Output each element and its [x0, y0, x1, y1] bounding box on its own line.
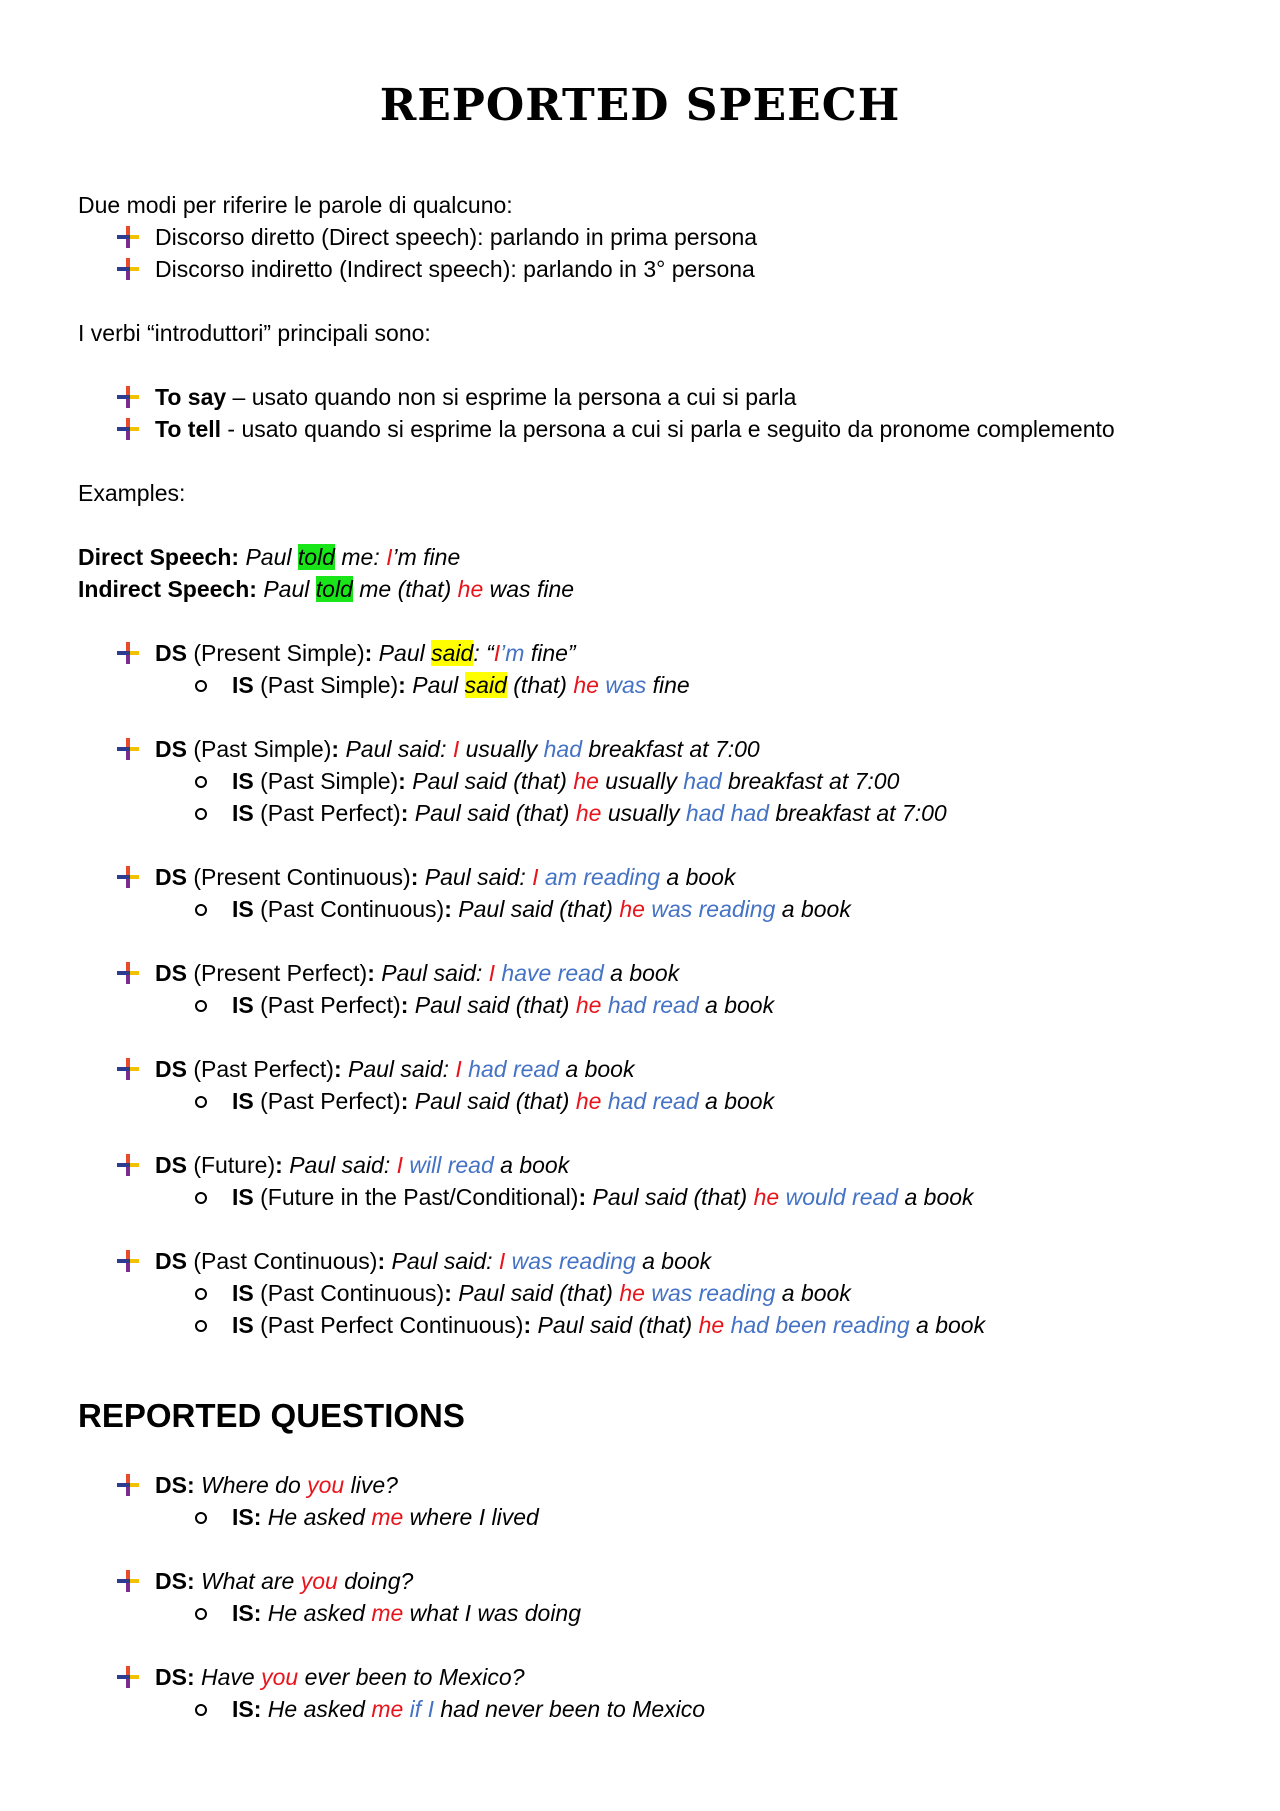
tense: (Past Continuous) [253, 1280, 445, 1306]
colon: : [275, 1152, 283, 1178]
text: Have [194, 1664, 262, 1690]
intro-item: Discorso diretto (Direct speech): parlando in prima persona [155, 224, 758, 250]
is-line [232, 990, 774, 1020]
circle-bullet-icon [195, 1512, 207, 1524]
text: what I was doing [403, 1600, 582, 1626]
pronoun: I [532, 864, 539, 890]
is-tag: IS [232, 800, 254, 826]
is-line [232, 894, 851, 924]
colon: : [400, 800, 409, 826]
is-line [232, 766, 899, 796]
text: Paul [239, 544, 298, 570]
intro-lead: Due modi per riferire le parole di qualcuno: [78, 192, 513, 218]
tense: (Past Continuous) [253, 896, 445, 922]
ds-line [155, 1054, 634, 1084]
ds-line [155, 638, 576, 668]
pronoun: he [575, 1088, 602, 1114]
pronoun: he [698, 1312, 725, 1338]
text: where I lived [403, 1504, 539, 1530]
label: Indirect Speech: [78, 576, 257, 602]
text: Paul said (that) [586, 1184, 754, 1210]
circle-bullet-icon [195, 1320, 207, 1332]
colon: : [331, 736, 340, 762]
ds-question [155, 1566, 413, 1596]
highlight-verb: told [315, 576, 353, 602]
ds-tag: DS [155, 1248, 187, 1274]
text: Paul said: [282, 1152, 397, 1178]
colon: : [364, 640, 373, 666]
is-line [232, 798, 947, 828]
pronoun: he [619, 1280, 645, 1306]
verb: had had [685, 800, 769, 826]
circle-bullet-icon [195, 1608, 207, 1620]
text: usually [459, 736, 544, 762]
examples-label: Examples: [78, 480, 186, 506]
conjunction: if I [403, 1696, 434, 1722]
text: : “ [473, 640, 494, 666]
is-question [232, 1694, 705, 1724]
bullet-icon [117, 642, 139, 664]
tense: (Past Perfect) [186, 1056, 334, 1082]
circle-bullet-icon [195, 680, 207, 692]
pronoun: I [396, 1152, 403, 1178]
pronoun: you [300, 1568, 338, 1594]
pronoun: he [753, 1184, 780, 1210]
verb-term: To tell [155, 416, 222, 442]
circle-bullet-icon [195, 1288, 207, 1300]
colon: : [333, 1056, 342, 1082]
tense: (Past Perfect) [253, 992, 401, 1018]
verb: have read [495, 960, 604, 986]
text: Paul said (that) [531, 1312, 699, 1338]
ds-line [155, 734, 760, 764]
is-tag: IS [232, 896, 254, 922]
verb-term: To say [155, 384, 227, 410]
ds-question [155, 1662, 525, 1692]
is-tag: IS [232, 992, 254, 1018]
bullet-icon [117, 1666, 139, 1688]
text: He asked [261, 1696, 372, 1722]
verb: had read [601, 1088, 699, 1114]
pronoun: he [575, 800, 602, 826]
bullet-icon [117, 1058, 139, 1080]
text: Paul said: [374, 960, 489, 986]
is-question [232, 1502, 539, 1532]
pronoun: I [452, 736, 460, 762]
text: Paul said: [385, 1248, 499, 1274]
highlight-verb: said [431, 640, 474, 666]
text: Paul said (that) [405, 768, 574, 794]
text: usually [601, 800, 686, 826]
is-question [232, 1598, 581, 1628]
circle-bullet-icon [195, 776, 207, 788]
ds-tag: DS [155, 736, 187, 762]
pronoun: he [457, 576, 484, 602]
text: me: [334, 544, 387, 570]
text: live? [344, 1472, 398, 1498]
text: Paul said: [341, 1056, 456, 1082]
circle-bullet-icon [195, 904, 207, 916]
verb: ’m [500, 640, 525, 666]
text: Paul said (that) [451, 1280, 620, 1306]
verb: had been reading [724, 1312, 910, 1338]
is-tag: IS [232, 1312, 254, 1338]
text: (that) [506, 672, 574, 698]
label: Direct Speech: [78, 544, 240, 570]
is-tag: IS [232, 768, 254, 794]
colon: : [444, 896, 452, 922]
intro-item: Discorso indiretto (Indirect speech): parlando in 3° persona [155, 256, 755, 282]
is-line [232, 1086, 774, 1116]
verb: had read [461, 1056, 559, 1082]
bullet-icon [117, 386, 139, 408]
tense: (Present Perfect) [186, 960, 368, 986]
verb: had read [601, 992, 699, 1018]
text: a book [603, 960, 680, 986]
bullet-icon [117, 866, 139, 888]
pronoun: I [455, 1056, 462, 1082]
text: breakfast at 7:00 [768, 800, 947, 826]
tense: (Future in the Past/Conditional) [253, 1184, 579, 1210]
is-tag: IS [232, 1280, 254, 1306]
direct-example [78, 542, 460, 572]
is-tag: IS: [232, 1504, 262, 1530]
verb: would read [779, 1184, 899, 1210]
text: Paul said: [418, 864, 533, 890]
ds-tag: DS: [155, 1472, 195, 1498]
is-tag: IS [232, 672, 254, 698]
ds-line [155, 958, 679, 988]
ds-question [155, 1470, 398, 1500]
tense: (Past Perfect Continuous) [253, 1312, 524, 1338]
text: Paul said (that) [408, 800, 576, 826]
tense: (Past Simple) [253, 672, 399, 698]
pronoun: you [261, 1664, 299, 1690]
verbs-lead: I verbi “introduttori” principali sono: [78, 320, 431, 346]
circle-bullet-icon [195, 1704, 207, 1716]
pronoun: I [488, 960, 496, 986]
bullet-icon [117, 1154, 139, 1176]
bullet-icon [117, 1474, 139, 1496]
verb: was reading [505, 1248, 636, 1274]
highlight-verb: said [464, 672, 507, 698]
ds-tag: DS [155, 864, 187, 890]
is-line [232, 1182, 974, 1212]
is-tag: IS: [232, 1696, 262, 1722]
circle-bullet-icon [195, 808, 207, 820]
tense: (Past Continuous) [186, 1248, 378, 1274]
pronoun: I [493, 640, 501, 666]
pronoun: I [386, 544, 393, 570]
text: Paul said (that) [408, 992, 576, 1018]
text: Paul [405, 672, 465, 698]
ds-tag: DS: [155, 1664, 195, 1690]
verb-item-say [155, 382, 796, 412]
pronoun: me [371, 1696, 404, 1722]
bullet-icon [117, 962, 139, 984]
text: a book [635, 1248, 712, 1274]
highlight-verb: told [297, 544, 335, 570]
text: breakfast at 7:00 [721, 768, 900, 794]
bullet-icon [117, 738, 139, 760]
is-tag: IS [232, 1184, 254, 1210]
pronoun: me [371, 1504, 404, 1530]
is-tag: IS: [232, 1600, 262, 1626]
tense: (Past Simple) [186, 736, 332, 762]
pronoun: he [573, 768, 599, 794]
verb: am reading [538, 864, 661, 890]
tense: (Past Perfect) [253, 800, 401, 826]
tense: (Past Perfect) [253, 1088, 401, 1114]
text: had never been to Mexico [433, 1696, 706, 1722]
text: a book [698, 992, 775, 1018]
verb: was reading [644, 896, 776, 922]
pronoun: he [575, 992, 602, 1018]
verb: was [605, 672, 647, 698]
text: breakfast at 7:00 [582, 736, 760, 762]
circle-bullet-icon [195, 1000, 207, 1012]
ds-line [155, 1246, 711, 1276]
verb: was reading [644, 1280, 776, 1306]
ds-tag: DS [155, 1056, 187, 1082]
text: a book [775, 896, 851, 922]
text: Paul said: [339, 736, 453, 762]
text: Where do [194, 1472, 308, 1498]
circle-bullet-icon [195, 1192, 207, 1204]
text: Paul [256, 576, 316, 602]
text: Paul said (that) [451, 896, 620, 922]
verb: will read [403, 1152, 494, 1178]
is-line [232, 670, 690, 700]
is-line [232, 1278, 851, 1308]
circle-bullet-icon [195, 1096, 207, 1108]
bullet-icon [117, 1570, 139, 1592]
is-line [232, 1310, 985, 1340]
indirect-example [78, 574, 574, 604]
colon: : [377, 1248, 386, 1274]
pronoun: he [619, 896, 645, 922]
colon: : [523, 1312, 532, 1338]
colon: : [400, 1088, 409, 1114]
text: a book [559, 1056, 635, 1082]
colon: : [398, 672, 406, 698]
verb-desc: – usato quando non si esprime la persona a cui si parla [226, 384, 797, 410]
verb-desc: - usato quando si esprime la persona a cui si parla e seguito da pronome complemento [221, 416, 1115, 442]
bullet-icon [117, 1250, 139, 1272]
text: a book [909, 1312, 986, 1338]
section-heading: REPORTED QUESTIONS [78, 1397, 465, 1434]
bullet-icon [117, 418, 139, 440]
text: a book [660, 864, 736, 890]
bullet-icon [117, 226, 139, 248]
tense: (Present Simple) [186, 640, 365, 666]
text: a book [775, 1280, 851, 1306]
text: a book [493, 1152, 570, 1178]
bullet-icon [117, 258, 139, 280]
ds-tag: DS [155, 640, 187, 666]
colon: : [400, 992, 409, 1018]
pronoun: I [498, 1248, 506, 1274]
colon: : [578, 1184, 587, 1210]
text: me (that) [352, 576, 458, 602]
text: ever been to Mexico? [298, 1664, 525, 1690]
is-tag: IS [232, 1088, 254, 1114]
colon: : [444, 1280, 452, 1306]
ds-tag: DS [155, 960, 187, 986]
tense: (Present Continuous) [186, 864, 411, 890]
colon: : [410, 864, 419, 890]
text: He asked [261, 1504, 372, 1530]
page-title: REPORTED SPEECH [379, 80, 901, 131]
pronoun: me [371, 1600, 404, 1626]
ds-line [155, 862, 735, 892]
text: Paul said (that) [408, 1088, 576, 1114]
text: He asked [261, 1600, 372, 1626]
tense: (Future) [186, 1152, 276, 1178]
ds-line [155, 1150, 569, 1180]
verb: had [543, 736, 582, 762]
text: a book [898, 1184, 974, 1210]
verb: had [683, 768, 722, 794]
colon: : [367, 960, 375, 986]
pronoun: he [573, 672, 599, 698]
colon: : [398, 768, 406, 794]
text: Paul [372, 640, 432, 666]
text: ’m fine [392, 544, 461, 570]
text: a book [698, 1088, 775, 1114]
pronoun: you [307, 1472, 345, 1498]
text: fine” [524, 640, 576, 666]
text: fine [646, 672, 690, 698]
text: doing? [337, 1568, 414, 1594]
ds-tag: DS [155, 1152, 187, 1178]
text: usually [598, 768, 684, 794]
ds-tag: DS: [155, 1568, 195, 1594]
text: was fine [483, 576, 575, 602]
tense: (Past Simple) [253, 768, 399, 794]
verb-item-tell [155, 414, 1115, 444]
text: What are [194, 1568, 301, 1594]
